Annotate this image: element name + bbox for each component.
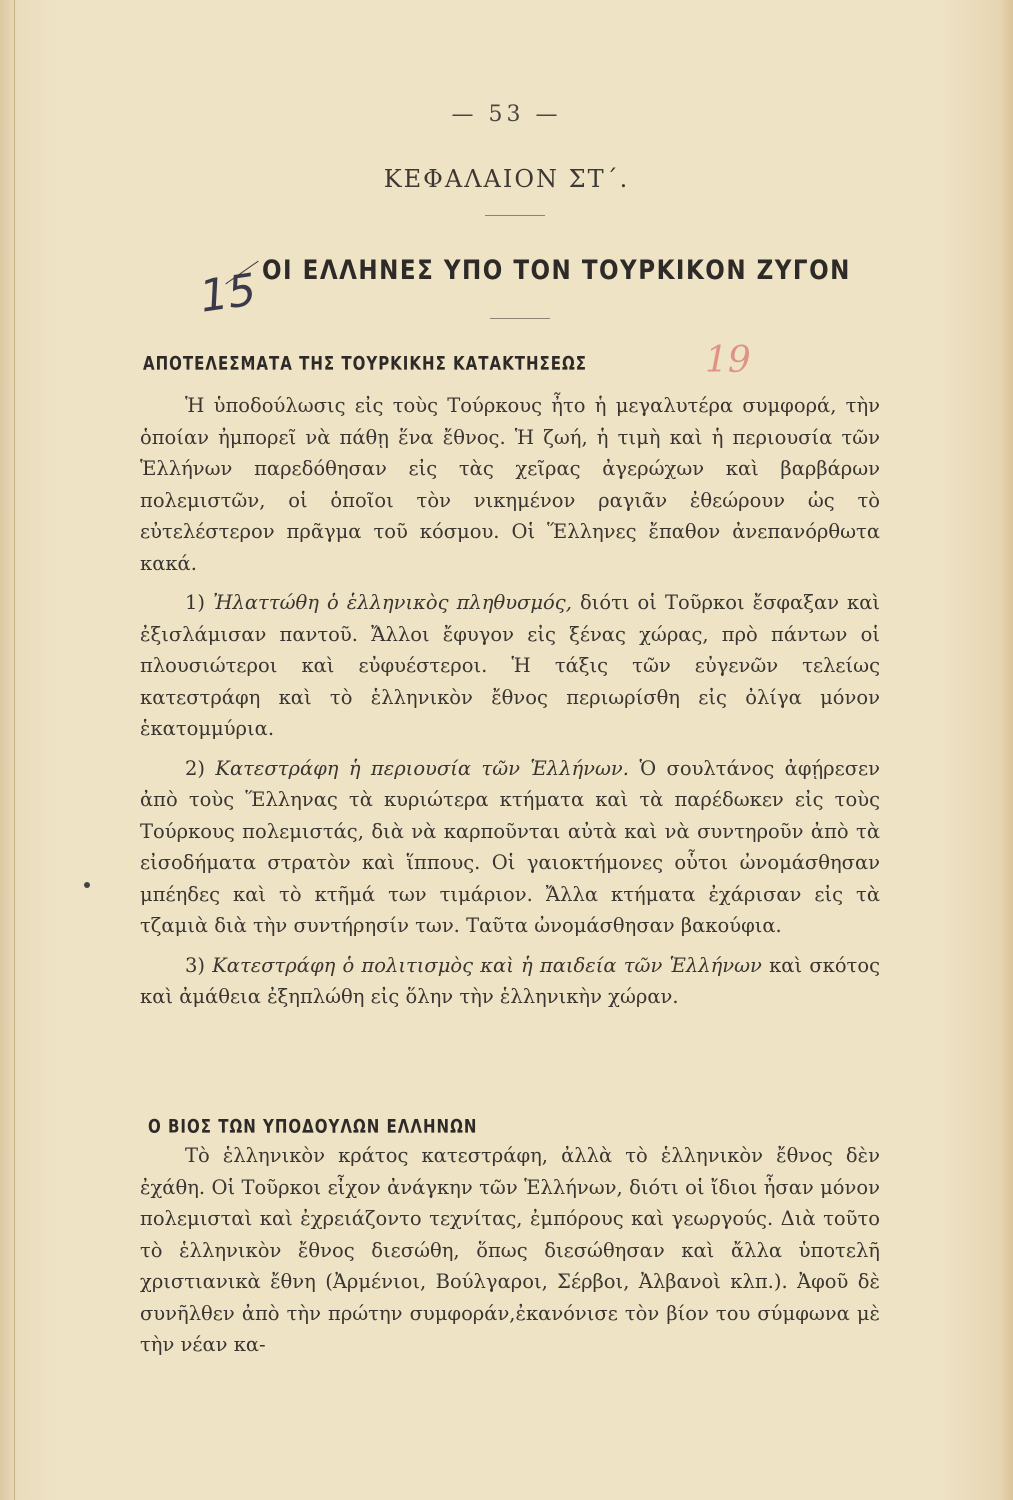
item-number: 1) <box>185 591 206 614</box>
item-text: καὶ σκότος καὶ ἀμάθεια ἐξηπλώθη εἰς ὅλην τὴν ἑλληνικὴν χώραν. <box>140 953 881 1008</box>
chapter-title: ΚΕΦΑΛΑΙΟΝ ΣΤ΄. <box>383 165 630 193</box>
item-title: Κατεστράφη ἡ περιουσία τῶν Ἑλλήνων. <box>215 756 629 780</box>
list-item <box>140 950 880 1013</box>
page-number: — 53 — <box>451 102 562 127</box>
list-item <box>140 587 880 745</box>
section-heading-life: Ο ΒΙΟΣ ΤΩΝ ΥΠΟΔΟΥΛΩΝ ΕΛΛΗΝΩΝ <box>148 1115 478 1138</box>
ink-dot <box>84 882 90 888</box>
divider-rule <box>490 318 550 319</box>
page-edge-line <box>14 0 15 1500</box>
body-paragraph: Τὸ ἑλληνικὸν κράτος κατεστράφη, ἀλλὰ τὸ ἑλληνικὸν ἔθνος δὲν ἐχάθη. Οἱ Τοῦρκοι εἶχον ἀνάγκην τῶν Ἑλλήνων, διότι οἱ ἴδιοι ἦσαν μόνον πολεμισταὶ καὶ ἐχρειάζοντο τεχνίτας, ἐμπόρους καὶ γεωργούς. Διὰ τοῦτο τὸ ἑλληνικὸν ἔθνος διεσώθη, ὅπως διεσώθησαν καὶ ἄλλα ὑποτελῆ χριστιανικὰ ἔθνη (Ἀρμένιοι, Βούλγαροι, Σέρβοι, Ἀλβανοὶ κλπ.). Ἀφοῦ δὲ συνῆλθεν ἀπὸ τὴν πρώτην συμφοράν,ἐκανόνισε τὸν βίον του σύμφωνα μὲ τὴν νέαν κα- <box>140 1144 880 1356</box>
red-pencil-mark: 19 <box>705 340 751 381</box>
item-title: Ἠλαττώθη ὁ ἑλληνικὸς πληθυσμός, <box>213 591 572 614</box>
handwritten-margin-number: 15 <box>196 264 260 323</box>
list-item <box>140 753 880 942</box>
section-body-life <box>140 1140 880 1361</box>
item-number: 2) <box>185 756 206 780</box>
divider-rule <box>485 215 545 216</box>
item-title: Κατεστράφη ὁ πολιτισμὸς καὶ ἡ παιδεία τῶν Ἑλλήνων <box>212 953 762 977</box>
main-heading: ΟΙ ΕΛΛΗΝΕΣ ΥΠΟ ΤΟΝ ΤΟΥΡΚΙΚΟΝ ΖΥΓΟΝ <box>262 256 851 286</box>
section-heading-results: ΑΠΟΤΕΛΕΣΜΑΤΑ ΤΗΣ ΤΟΥΡΚΙΚΗΣ ΚΑΤΑΚΤΗΣΕΩΣ <box>143 352 588 375</box>
intro-paragraph: Ἡ ὑποδούλωσις εἰς τοὺς Τούρκους ἦτο ἡ μεγαλυτέρα συμφορά, τὴν ὁποίαν ἠμπορεῖ νὰ πάθῃ ἕνα ἔθνος. Ἡ ζωή, ἡ τιμὴ καὶ ἡ περιουσία τῶν Ἑλλήνων παρεδόθησαν εἰς τὰς χεῖρας ἀγερώχων καὶ βαρβάρων πολεμιστῶν, οἱ ὁποῖοι τὸν νικημένον ραγιᾶν ἐθεώρουν ὡς τὸ εὐτελέστερον πρᾶγμα τοῦ κόσμου. Οἱ Ἕλληνες ἔπαθον ἀνεπανόρθωτα κακά. <box>140 394 880 575</box>
item-text: Ὁ σουλτάνος ἀφῄρεσεν ἀπὸ τοὺς Ἕλληνας τὰ κυριώτερα κτήματα καὶ τὰ παρέδωκεν εἰς τοὺς Τούρκους πολεμιστάς, διὰ νὰ καρποῦνται αὐτὰ καὶ νὰ συντηροῦν ἀπὸ τὰ εἰσοδήματα στρατὸν καὶ ἵππους. Οἱ γαιοκτήμονες οὗτοι ὠνομάσθησαν μπέηδες καὶ τὸ κτῆμά των τιμάριον. Ἄλλα κτήματα ἐχάρισαν εἰς τὰ τζαμιὰ διὰ τὴν συντήρησίν των. Ταῦτα ὠνομάσθησαν βακούφια. <box>140 756 880 937</box>
item-number: 3) <box>185 953 206 977</box>
item-text: διότι οἱ Τοῦρκοι ἔσφαξαν καὶ ἐξισλάμισαν παντοῦ. Ἄλλοι ἔφυγον εἰς ξένας χώρας, πρὸ πάντων οἱ πλουσιώτεροι καὶ εὐφυέστεροι. Ἡ τάξις τῶν εὐγενῶν τελείως κατεστράφη καὶ τὸ ἑλληνικὸν ἔθνος περιωρίσθη εἰς ὀλίγα μόνον ἑκατομμύρια. <box>140 591 881 740</box>
section-body-results <box>140 390 880 1021</box>
